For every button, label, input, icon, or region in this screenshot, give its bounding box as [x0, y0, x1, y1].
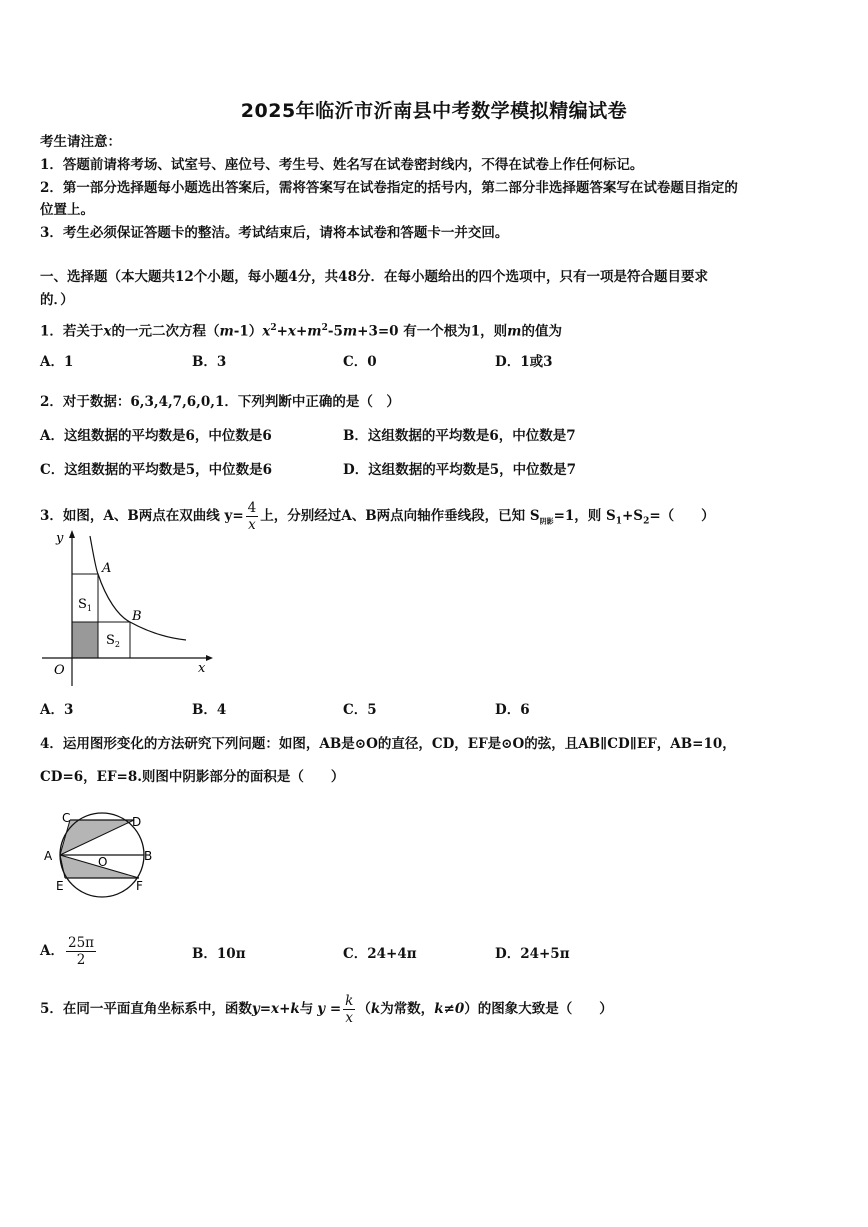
notice-item-3: 3．考生必须保证答题卡的整洁。考试结束后，请将本试卷和答题卡一并交回。 [40, 225, 509, 241]
q4-option-a-numerator: 25π [67, 935, 95, 951]
q3-numerator: 4 [247, 500, 257, 516]
y-axis-arrow [69, 530, 75, 538]
notice-heading: 考生请注意： [40, 134, 121, 150]
q1-var: m [342, 323, 358, 340]
q3-figure-hyperbola [38, 528, 213, 688]
q3-fraction [246, 500, 259, 533]
q3-option-a: A．3 [40, 702, 74, 718]
q3-option-c: C．5 [343, 702, 377, 718]
label-o: O [98, 855, 108, 869]
label-s1 [78, 597, 92, 613]
label-s1-sub: 1 [86, 604, 92, 613]
q5-text: 5．在同一平面直角坐标系中，函数 [40, 1001, 252, 1017]
q5-text: 为常数， [380, 1001, 435, 1017]
q4-option-a-label: A． [40, 943, 64, 959]
q1-var: m [507, 323, 522, 340]
q1-text: 的值为 [521, 323, 562, 340]
q4-option-c: C．24+4π [343, 946, 417, 962]
q3-subscript: 1 [615, 516, 622, 527]
q3-text: +S [622, 508, 644, 524]
page-title: 2025年临沂市沂南县中考数学模拟精编试卷 [240, 100, 628, 122]
question-2-stem: 2．对于数据：6,3,4,7,6,0,1．下列判断中正确的是（ ） [40, 394, 400, 410]
label-y: y [56, 531, 64, 546]
q5-text: （ [357, 1001, 371, 1017]
q3-denominator: x [248, 517, 256, 533]
shaded-rectangle [72, 622, 98, 658]
label-a: A [44, 849, 53, 863]
q5-function-2: y = [317, 1001, 342, 1017]
question-1-stem [40, 319, 562, 341]
q1-text: -5 [327, 323, 343, 340]
q1-text: 1．若关于 [40, 323, 104, 340]
label-c: C [62, 811, 71, 825]
q1-exponent: 2 [270, 323, 277, 333]
label-x: x [198, 661, 206, 676]
q4-option-a-fraction [66, 935, 96, 968]
q5-function-1: y=x+k [251, 1001, 300, 1017]
q4-option-d: D．24+5π [495, 946, 570, 962]
section-heading-line2: 的．） [40, 292, 74, 308]
notice-item-2: 2．第一部分选择题每小题选出答案后，需将答案写在试卷指定的括号内，第二部分非选择题答案写在试卷题目指定的 [40, 180, 738, 196]
q1-option-a: A．1 [40, 354, 74, 370]
q5-numerator: k [345, 993, 354, 1009]
q3-text: 3．如图，A、B两点在双曲线 y= [40, 508, 244, 524]
label-point-a: A [102, 561, 112, 576]
q5-var: k [370, 1001, 381, 1017]
label-s2-main: S [106, 633, 115, 648]
label-f: F [136, 879, 143, 893]
q1-exponent: 2 [321, 323, 328, 333]
label-s2 [106, 633, 120, 649]
q3-option-b: B．4 [192, 702, 227, 718]
label-point-b: B [132, 609, 142, 624]
q3-subscript: 2 [643, 516, 650, 527]
q1-text: -1） [233, 323, 263, 340]
label-s1-main: S [78, 597, 87, 612]
label-d: D [132, 815, 142, 829]
label-b: B [144, 849, 153, 863]
q1-option-d: D．1或3 [495, 354, 553, 370]
notice-item-1: 1．答题前请将考场、试室号、座位号、考生号、姓名写在试卷密封线内，不得在试卷上作任何标记。 [40, 157, 644, 173]
q1-text: +3=0 有一个根为1，则 [357, 323, 508, 340]
q3-subscript: 阴影 [539, 516, 554, 526]
q1-text: + [295, 323, 308, 340]
q5-fraction [343, 993, 355, 1026]
q2-option-a: A．这组数据的平均数是6，中位数是6 [40, 428, 272, 444]
x-axis-arrow [206, 655, 213, 661]
q5-condition: k≠0 [434, 1001, 465, 1017]
q1-option-b: B．3 [192, 354, 227, 370]
q1-var: m [307, 323, 322, 340]
q1-var: x [262, 323, 271, 340]
q4-option-a [40, 935, 98, 968]
section-heading-line1: 一、选择题（本大题共12个小题，每小题4分，共48分．在每小题给出的四个选项中，只有一项是符合题目要求 [40, 269, 708, 285]
label-e: E [56, 879, 64, 893]
q5-text: ）的图象大致是（ ） [464, 1001, 613, 1017]
label-origin: O [54, 663, 65, 678]
q5-text: 与 [299, 1001, 314, 1017]
q2-option-c: C．这组数据的平均数是5，中位数是6 [40, 462, 273, 478]
q1-var: m [219, 323, 234, 340]
q1-var: x [287, 323, 296, 340]
question-5-stem [40, 993, 613, 1026]
q1-text: + [276, 323, 288, 340]
label-s2-sub: 2 [114, 640, 120, 649]
question-4-line1: 4．运用图形变化的方法研究下列问题：如图，AB是⊙O的直径，CD，EF是⊙O的弦，且AB∥CD∥EF，AB=10， [40, 736, 736, 752]
q1-option-c: C．0 [343, 354, 377, 370]
q2-option-b: B．这组数据的平均数是6，中位数是7 [343, 428, 576, 444]
q5-denominator: x [345, 1010, 354, 1026]
q3-text: =1，则 S [553, 508, 616, 524]
question-4-line2: CD=6，EF=8.则图中阴影部分的面积是（ ） [40, 769, 345, 785]
q4-option-a-denominator: 2 [76, 952, 86, 968]
q1-var: x [103, 323, 112, 340]
q3-option-d: D．6 [495, 702, 530, 718]
notice-item-2-cont: 位置上。 [40, 202, 94, 218]
q4-option-b: B．10π [192, 946, 246, 962]
q3-text: =（ ） [649, 508, 715, 524]
q3-text: 上，分别经过A、B两点向轴作垂线段，已知 S [260, 508, 540, 524]
hyperbola-curve [90, 536, 186, 640]
q4-figure-circle [38, 808, 163, 908]
q2-option-d: D．这组数据的平均数是5，中位数是7 [343, 462, 576, 478]
q1-text: 的一元二次方程（ [111, 323, 220, 340]
